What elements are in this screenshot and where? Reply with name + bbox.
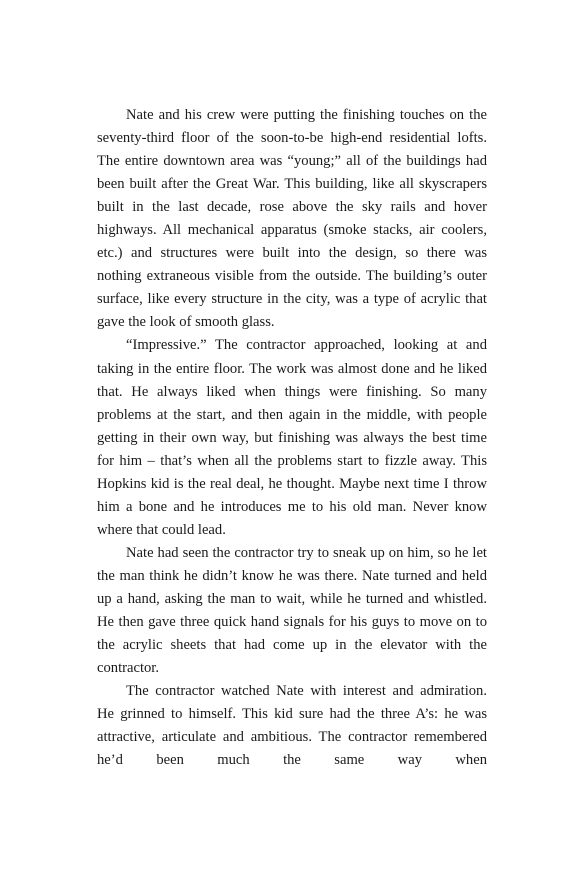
paragraph: The contractor watched Nate with interest and admiration. He grinned to himself. This kid sure had the three A’s: he was attractive, articulate and ambitious. The contractor remembered he’d been much the same way when: [97, 683, 487, 769]
paragraph: “Impressive.” The contractor approached, looking at and taking in the entire floor. The work was almost done and he liked that. He always liked when things were finishing. So many problems at the start, and then again in the middle, with people getting in their own way, but finishing was always the best time for him – that’s when all the problems start to fizzle away. This Hopkins kid is the real deal, he thought. Maybe next time I throw him a bone and he introduces me to his old man. Never know where that could lead.: [97, 337, 487, 538]
book-page-body: [97, 104, 487, 772]
paragraph: Nate and his crew were putting the finishing touches on the seventy-third floor of the soon-to-be high-end residential lofts. The entire downtown area was “young;” all of the buildings had been built after the Great War. This building, like all skyscrapers built in the last decade, rose above the sky rails and hover highways. All mechanical apparatus (smoke stacks, air coolers, etc.) and structures were built into the design, so there was nothing extraneous visible from the outside. The building’s outer surface, like every structure in the city, was a type of acrylic that gave the look of smooth glass.: [97, 107, 487, 331]
paragraph: Nate had seen the contractor try to sneak up on him, so he let the man think he didn’t know he was there. Nate turned and held up a hand, asking the man to wait, while he turned and whistled. He then gave three quick hand signals for his guys to move on to the acrylic sheets that had come up in the elevator with the contractor.: [97, 544, 487, 677]
